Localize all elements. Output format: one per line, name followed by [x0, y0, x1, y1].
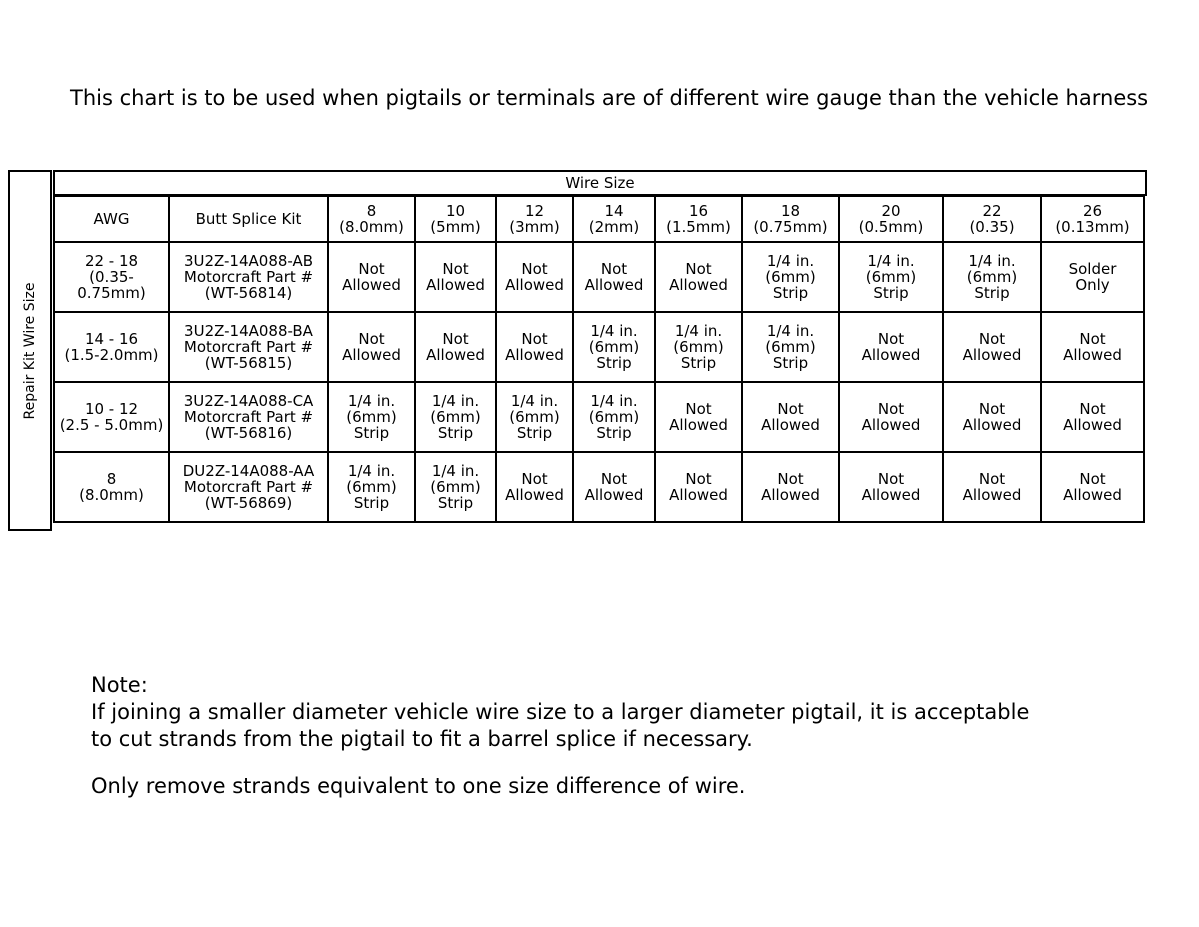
table-cell: 1/4 in. (6mm) Strip: [573, 312, 655, 382]
column-header-wire-20: 20 (0.5mm): [839, 196, 943, 242]
table-cell: Not Allowed: [496, 312, 573, 382]
table-row: [54, 312, 1144, 382]
note-line: If joining a smaller diameter vehicle wire size to a larger diameter pigtail, it is acceptable: [91, 700, 1030, 724]
table-cell: 1/4 in. (6mm) Strip: [328, 382, 415, 452]
note-block: [91, 672, 1029, 800]
table-cell: 1/4 in. (6mm) Strip: [655, 312, 742, 382]
column-header-wire-22: 22 (0.35): [943, 196, 1041, 242]
column-header-awg: AWG: [54, 196, 169, 242]
column-header-wire-12: 12 (3mm): [496, 196, 573, 242]
table-cell: 1/4 in. (6mm) Strip: [943, 242, 1041, 312]
table-cell: 1/4 in. (6mm) Strip: [415, 452, 496, 522]
table-cell: Not Allowed: [655, 382, 742, 452]
table-cell: Not Allowed: [328, 312, 415, 382]
table-cell: Not Allowed: [1041, 312, 1144, 382]
table-cell: 1/4 in. (6mm) Strip: [328, 452, 415, 522]
table-row: [54, 382, 1144, 452]
column-header-wire-8: 8 (8.0mm): [328, 196, 415, 242]
wire-size-group-header: Wire Size: [53, 170, 1147, 196]
table-cell: Solder Only: [1041, 242, 1144, 312]
table-cell: 1/4 in. (6mm) Strip: [496, 382, 573, 452]
column-header-wire-16: 16 (1.5mm): [655, 196, 742, 242]
table-cell: Not Allowed: [573, 242, 655, 312]
table-header-row: [54, 196, 1144, 242]
row-splice-kit-cell: 3U2Z-14A088-CA Motorcraft Part # (WT-56816): [169, 382, 328, 452]
table-cell: Not Allowed: [328, 242, 415, 312]
table-cell: Not Allowed: [742, 452, 839, 522]
column-header-wire-10: 10 (5mm): [415, 196, 496, 242]
table-cell: Not Allowed: [415, 312, 496, 382]
table-cell: 1/4 in. (6mm) Strip: [742, 242, 839, 312]
note-line: to cut strands from the pigtail to fit a barrel splice if necessary.: [91, 727, 753, 751]
note-line: Only remove strands equivalent to one size difference of wire.: [91, 774, 746, 798]
chart-instruction-text: This chart is to be used when pigtails or terminals are of different wire gauge than the vehicle harness: [70, 86, 1149, 110]
table-cell: 1/4 in. (6mm) Strip: [573, 382, 655, 452]
table-cell: Not Allowed: [943, 452, 1041, 522]
row-splice-kit-cell: DU2Z-14A088-AA Motorcraft Part # (WT-56869): [169, 452, 328, 522]
table-cell: 1/4 in. (6mm) Strip: [839, 242, 943, 312]
row-awg-cell: 8 (8.0mm): [54, 452, 169, 522]
column-header-wire-26: 26 (0.13mm): [1041, 196, 1144, 242]
row-splice-kit-cell: 3U2Z-14A088-AB Motorcraft Part # (WT-56814): [169, 242, 328, 312]
table-cell: Not Allowed: [655, 242, 742, 312]
table-cell: Not Allowed: [496, 452, 573, 522]
row-awg-cell: 10 - 12 (2.5 - 5.0mm): [54, 382, 169, 452]
row-awg-cell: 14 - 16 (1.5-2.0mm): [54, 312, 169, 382]
column-header-wire-18: 18 (0.75mm): [742, 196, 839, 242]
table-cell: Not Allowed: [839, 452, 943, 522]
repair-kit-wire-size-label: Repair Kit Wire Size: [22, 282, 38, 420]
row-awg-cell: 22 - 18 (0.35-0.75mm): [54, 242, 169, 312]
table-cell: Not Allowed: [839, 382, 943, 452]
table-cell: Not Allowed: [1041, 452, 1144, 522]
table-cell: Not Allowed: [839, 312, 943, 382]
table-cell: Not Allowed: [573, 452, 655, 522]
wire-gauge-splice-table: [53, 195, 1145, 523]
table-cell: Not Allowed: [1041, 382, 1144, 452]
column-header-wire-14: 14 (2mm): [573, 196, 655, 242]
table-cell: Not Allowed: [496, 242, 573, 312]
table-cell: 1/4 in. (6mm) Strip: [742, 312, 839, 382]
table-row: [54, 452, 1144, 522]
table-cell: Not Allowed: [415, 242, 496, 312]
table-cell: 1/4 in. (6mm) Strip: [415, 382, 496, 452]
table-cell: Not Allowed: [943, 382, 1041, 452]
note-title: Note:: [91, 673, 148, 697]
table-cell: Not Allowed: [943, 312, 1041, 382]
table-row: [54, 242, 1144, 312]
column-header-butt-splice-kit: Butt Splice Kit: [169, 196, 328, 242]
table-cell: Not Allowed: [655, 452, 742, 522]
row-splice-kit-cell: 3U2Z-14A088-BA Motorcraft Part # (WT-56815): [169, 312, 328, 382]
table-cell: Not Allowed: [742, 382, 839, 452]
